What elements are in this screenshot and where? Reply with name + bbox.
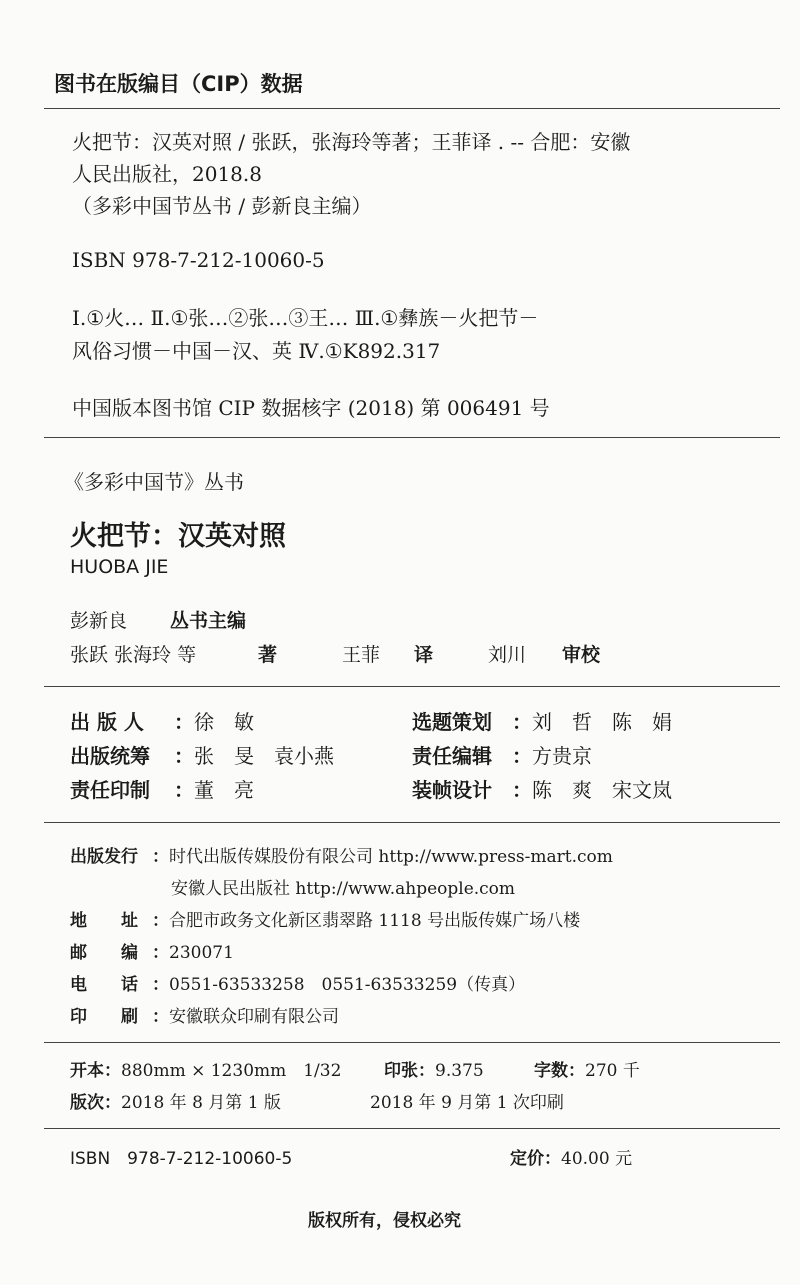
address-label: 地 址: [70, 911, 138, 931]
cip-classification-1: Ⅰ.①火… Ⅱ.①张…②张…③王… Ⅲ.①彝族－火把节－: [72, 306, 539, 330]
authors: 张跃 张海玲 等: [70, 644, 197, 666]
phone-label: 电 话: [70, 975, 138, 995]
cip-isbn: ISBN 978-7-212-10060-5: [72, 248, 325, 272]
responsible-editor-value: 方贵京: [532, 744, 592, 768]
cip-line-1: 火把节：汉英对照 / 张跃，张海玲等著；王菲译 . -- 合肥：安徽: [72, 130, 631, 154]
words-value: 270 千: [585, 1061, 640, 1081]
cip-header: 图书在版编目（CIP）数据: [54, 72, 303, 96]
planning-value: 刘 哲 陈 娟: [532, 710, 672, 734]
series-name: 《多彩中国节》丛书: [64, 470, 244, 494]
printer-value: 安徽联众印刷有限公司: [169, 1007, 339, 1027]
staff-print-row: 责任印制 ：董 亮: [70, 774, 254, 803]
cip-line-2: 人民出版社，2018.8: [72, 162, 262, 186]
distributor-value-1: 时代出版传媒股份有限公司 http://www.press-mart.com: [169, 847, 613, 867]
book-title: 火把节：汉英对照: [70, 521, 286, 552]
reviewer-role: 审校: [562, 644, 601, 666]
series-editor-name: 彭新良: [70, 610, 128, 632]
staff-editor-row: 责任编辑 ：方贵京: [412, 740, 592, 769]
price-value: 40.00 元: [561, 1149, 633, 1169]
postcode-label: 邮 编: [70, 943, 138, 963]
address-value: 合肥市政务文化新区翡翠路 1118 号出版传媒广场八楼: [169, 911, 581, 931]
words-label: 字数: [534, 1061, 568, 1081]
divider: [44, 437, 780, 438]
isbn-bottom: ISBN 978-7-212-10060-5: [70, 1149, 293, 1169]
price-row: 定价：40.00 元: [510, 1144, 632, 1169]
responsible-editor-label: 责任编辑: [412, 744, 492, 768]
format-value: 880mm × 1230mm 1/32: [121, 1061, 342, 1081]
printer-label: 印 刷: [70, 1007, 138, 1027]
cip-line-3: （多彩中国节丛书 / 彭新良主编）: [72, 194, 372, 218]
authors-role: 著: [258, 644, 278, 666]
publisher-label: 出 版 人: [70, 710, 144, 734]
cip-number: 中国版本图书馆 CIP 数据核字 (2018) 第 006491 号: [72, 396, 550, 420]
phone-row: 电 话 ：0551-63533258 0551-63533259（传真）: [70, 970, 525, 995]
format-label: 开本: [70, 1061, 104, 1081]
postcode-value: 230071: [169, 943, 234, 963]
edition-value: 2018 年 8 月第 1 版: [121, 1093, 281, 1113]
distributor-label: 出版发行: [70, 847, 138, 867]
phone-value: 0551-63533258 0551-63533259（传真）: [169, 975, 526, 995]
divider: [44, 1128, 780, 1129]
distributor-row: 出版发行 ：时代出版传媒股份有限公司 http://www.press-mart.com: [70, 842, 613, 867]
design-value: 陈 爽 宋文岚: [532, 778, 672, 802]
sheets-row: 印张：9.375: [384, 1056, 484, 1081]
cip-classification-2: 风俗习惯－中国－汉、英 Ⅳ.①K892.317: [72, 339, 441, 363]
divider: [44, 1042, 780, 1043]
planning-label: 选题策划: [412, 710, 492, 734]
words-row: 字数：270 千: [534, 1056, 640, 1081]
printer-row: 印 刷 ：安徽联众印刷有限公司: [70, 1002, 339, 1027]
series-editor-role: 丛书主编: [170, 610, 247, 632]
coordinator-label: 出版统筹: [70, 744, 150, 768]
print-manager-label: 责任印制: [70, 778, 150, 802]
print-manager-value: 董 亮: [194, 778, 254, 802]
staff-design-row: 装帧设计 ：陈 爽 宋文岚: [412, 774, 672, 803]
postcode-row: 邮 编 ：230071: [70, 938, 234, 963]
staff-coordinator-row: 出版统筹 ：张 旻 袁小燕: [70, 740, 334, 769]
distributor-value-2: 安徽人民出版社 http://www.ahpeople.com: [171, 879, 516, 899]
publisher-value: 徐 敏: [194, 710, 254, 734]
staff-publisher-row: 出 版 人 ：徐 敏: [70, 706, 254, 735]
translator-role: 译: [414, 644, 434, 666]
translator: 王菲: [342, 644, 381, 666]
sheets-value: 9.375: [435, 1061, 484, 1081]
staff-planning-row: 选题策划 ：刘 哲 陈 娟: [412, 706, 672, 735]
price-label: 定价: [510, 1149, 544, 1169]
format-row: 开本：880mm × 1230mm 1/32: [70, 1056, 341, 1081]
book-pinyin: HUOBA JIE: [70, 556, 169, 578]
design-label: 装帧设计: [412, 778, 492, 802]
edition-label: 版次: [70, 1093, 104, 1113]
sheets-label: 印张: [384, 1061, 418, 1081]
edition-row: 版次：2018 年 8 月第 1 版: [70, 1088, 281, 1113]
copyright-notice: 版权所有，侵权必究: [308, 1211, 461, 1231]
coordinator-value: 张 旻 袁小燕: [194, 744, 334, 768]
divider: [44, 822, 780, 823]
divider: [44, 686, 780, 687]
divider: [44, 108, 780, 109]
printing-value: 2018 年 9 月第 1 次印刷: [370, 1093, 564, 1113]
reviewer: 刘川: [488, 644, 527, 666]
address-row: 地 址 ：合肥市政务文化新区翡翠路 1118 号出版传媒广场八楼: [70, 906, 580, 931]
